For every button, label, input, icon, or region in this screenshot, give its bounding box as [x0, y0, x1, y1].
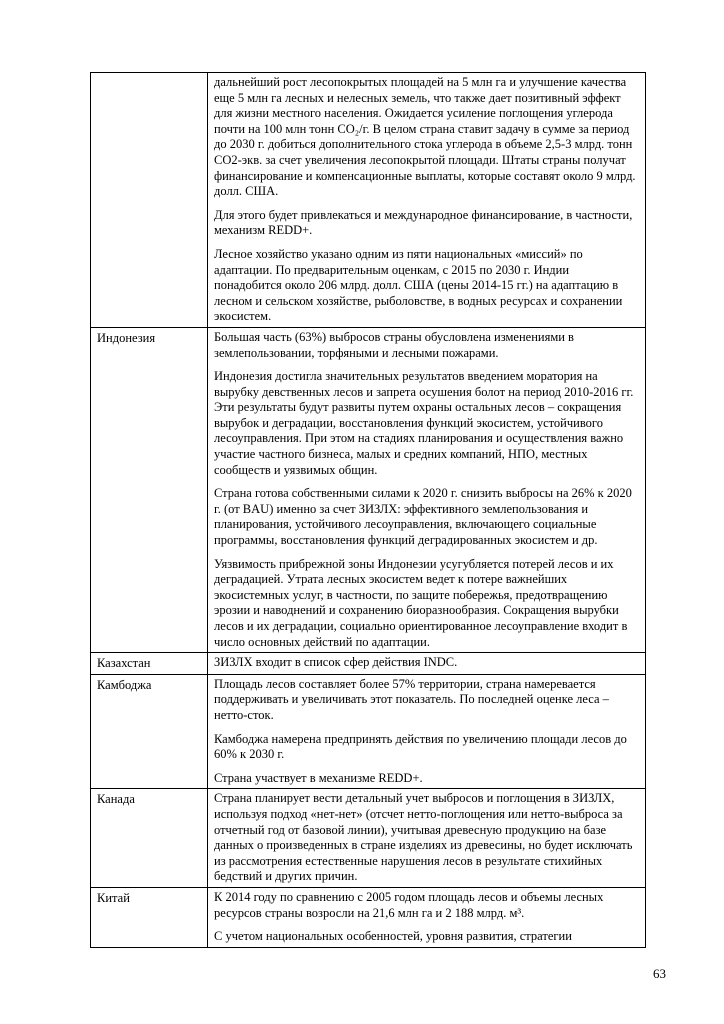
paragraph: Площадь лесов составляет более 57% территории, страна намеревается поддерживать и увеличивать этот показатель. По последней оценке леса – нетто-сток. — [214, 676, 609, 722]
paragraph: Большая часть (63%) выбросов страны обусловлена изменениями в землепользовании, торфяными и лесными пожарами. — [214, 329, 574, 360]
paragraph: С учетом национальных особенностей, уровня развития, стратегии — [214, 929, 572, 944]
table-row — [91, 327, 646, 652]
paragraph: Страна участвует в механизме REDD+. — [214, 770, 423, 785]
description-cell — [208, 327, 646, 652]
paragraph: Страна готова собственными силами к 2020 г. снизить выбросы на 26% к 2020 г. (от BAU) именно за счет ЗИЗЛХ: эффективного землепользования и планирования, устойчивого лесоуправления, включающего социальные программы, восстановления функций деградированных экосистем и др. — [214, 486, 632, 548]
paragraph: Индонезия достигла значительных результатов введением моратория на вырубку девственных лесов и запрета осушения болот на период 2010-2016 гг. Эти результаты будут развиты путем охраны остальных лесов – сокращения вырубок и деградации, восстановления функций экосистем, устойчивого лесоуправления. При этом на стадиях планирования и осуществления важно участие частного бизнеса, малых и средних компаний, НПО, местных сообществ и уязвимых общин. — [214, 369, 634, 477]
description-cell — [208, 73, 646, 328]
country-cell: Индонезия — [91, 327, 208, 652]
description-cell — [208, 887, 646, 947]
page-number: 63 — [653, 966, 666, 981]
description-cell — [208, 653, 646, 675]
country-cell: Казахстан — [91, 653, 208, 675]
country-cell — [91, 73, 208, 328]
paragraph: Лесное хозяйство указано одним из пяти национальных «миссий» по адаптации. По предварительным оценкам, с 2015 по 2030 г. Индии понадобится около 206 млрд. долл. США (цены 2014-15 гг.) на адаптацию в лесном и сельском хозяйстве, рыболовстве, в водных ресурсах и сохранении экосистем. — [214, 246, 623, 324]
description-cell — [208, 789, 646, 888]
paragraph: К 2014 году по сравнению с 2005 годом площадь лесов и объемы лесных ресурсов страны возросли на 21,6 млн га и 2 188 млрд. м³. — [214, 889, 604, 920]
paragraph: Для этого будет привлекаться и международное финансирование, в частности, механизм REDD+. — [214, 207, 633, 238]
table-row — [91, 674, 646, 789]
table-row — [91, 887, 646, 947]
description-cell — [208, 674, 646, 789]
paragraph: Страна планирует вести детальный учет выбросов и поглощения в ЗИЗЛХ, используя подход «нет-нет» (отсчет нетто-поглощения или нетто-выброса за отчетный год от базовой линии), учитывая древесную продукцию на базе данных о произведенных в стране изделиях из древесины, но будет исключать из рассмотрения естественные нарушения лесов в результате стихийных бедствий и других причин. — [214, 791, 633, 884]
country-cell: Канада — [91, 789, 208, 888]
country-measures-table — [90, 72, 646, 948]
country-cell: Китай — [91, 887, 208, 947]
paragraph: Камбоджа намерена предпринять действия по увеличению площади лесов до 60% к 2030 г. — [214, 731, 627, 762]
paragraph: Уязвимость прибрежной зоны Индонезии усугубляется потерей лесов и их деградацией. Утрата лесных экосистем ведет к потере важнейших экосистемных услуг, в частности, по защите побережья, предотвращению эрозии и наводнений и сохранению биоразнообразия. Сокращения вырубки лесов и их деградации, социально ориентированное лесоуправление входит в число основных действий по адаптации. — [214, 556, 628, 649]
paragraph: дальнейший рост лесопокрытых площадей на 5 млн га и улучшение качества еще 5 млн га лесных и нелесных земель, что также дает позитивный эффект для жизни местного населения. Ожидается усиление поглощения углерода почти на 100 млн тонн CO₂/г. В целом страна ставит задачу в сумме за период до 2030 г. добиться дополнительного стока углерода в объеме 2,5-3 млрд. тонн CO2-экв. за счет увеличения лесопокрытой площади. Штаты страны получат финансирование и компенсационные выплаты, которые составят около 9 млрд. долл. США. — [214, 75, 636, 199]
country-cell: Камбоджа — [91, 674, 208, 789]
table-row — [91, 653, 646, 675]
table-row — [91, 73, 646, 328]
paragraph: ЗИЗЛХ входит в список сфер действия INDC. — [214, 655, 458, 670]
table-row — [91, 789, 646, 888]
